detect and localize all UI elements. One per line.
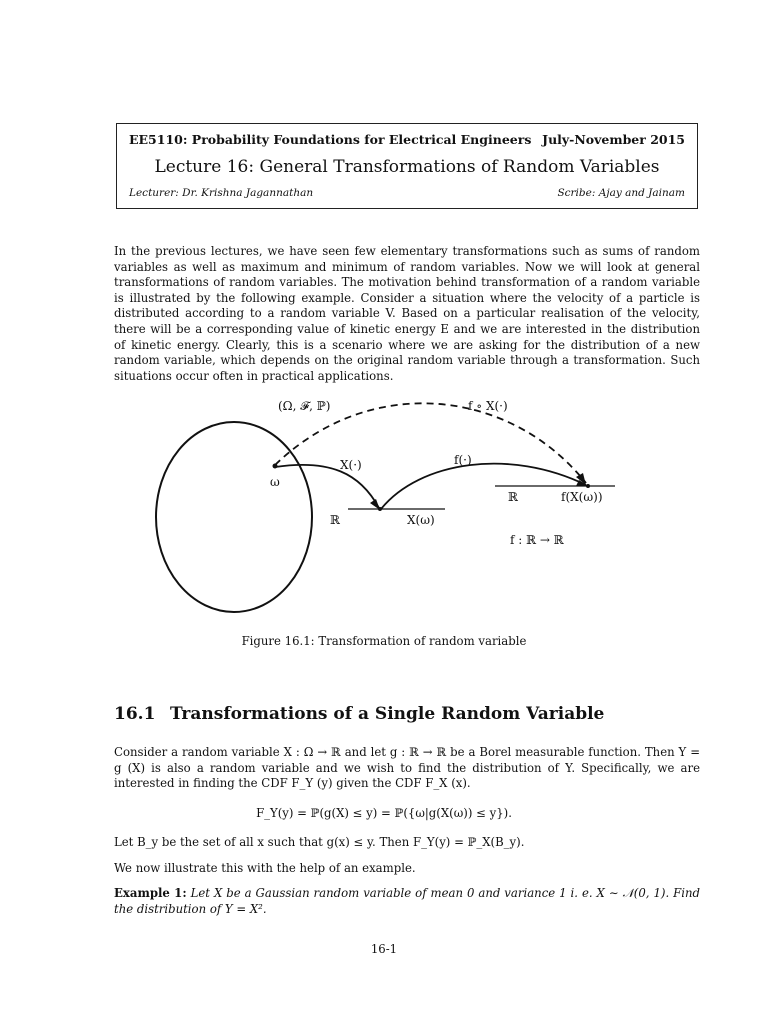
x-map-arrow (275, 465, 379, 508)
lecture-header-box (116, 123, 698, 209)
section-heading (114, 704, 604, 724)
let-paragraph: Let B_y be the set of all x such that g(x) ≤ y. Then F_Y(y) = ℙ_X(B_y). (114, 835, 525, 849)
page-number: 16-1 (370, 942, 398, 956)
intro-paragraph: In the previous lectures, we have seen few elementary transformations such as sums of random variables as well as maximum and minimum of random variables. Now we will look at general transformations of random variables. The motivation behind transformation of a random variable is illustrated by the following example. Consider a situation where the velocity of a particle is distributed according to a random variable V. Based on a particular realisation of the velocity, there will be a corresponding value of kinetic energy E and we are interested in the distribution of kinetic energy. Clearly, this is a scenario where we are asking for the distribution of a new random variable, which depends on the original random variable through a transformation. Such situations occur often in practical applications. (114, 244, 700, 383)
composition-label: f ∘ X(·) (468, 399, 508, 413)
probability-space-label: (Ω, 𝓕, ℙ) (278, 399, 331, 413)
section-number: 16.1 (114, 704, 156, 724)
f-x-omega-point (586, 484, 590, 488)
x-map-label: X(·) (340, 458, 362, 472)
course-name: EE5110: Probability Foundations for Electrical Engineers (129, 132, 532, 147)
composition-arrow-dashed (275, 403, 586, 483)
lecture-title: Lecture 16: General Transformations of Random Variables (154, 157, 660, 177)
example-label: Example 1: (114, 886, 187, 900)
real-line-2-label: ℝ (508, 490, 518, 504)
f-x-omega-label: f(X(ω)) (561, 490, 603, 504)
real-line-1-label: ℝ (330, 513, 340, 527)
cdf-equation: F_Y(y) = ℙ(g(X) ≤ y) = ℙ({ω|g(X(ω)) ≤ y}). (256, 806, 512, 820)
f-map-label: f(·) (454, 453, 472, 467)
omega-label: ω (270, 475, 280, 489)
x-omega-point (378, 507, 382, 511)
lecturer-name: Lecturer: Dr. Krishna Jagannathan (129, 187, 314, 199)
omega-point (273, 464, 278, 469)
f-domain-label: f : ℝ → ℝ (510, 533, 564, 547)
example-text: Let X be a Gaussian random variable of mean 0 and variance 1 i. e. X ∼ 𝒩(0, 1). Find the distribution of Y = X². (114, 886, 700, 916)
course-term: July-November 2015 (542, 132, 685, 147)
section-title-text: Transformations of a Single Random Variable (170, 704, 605, 724)
consider-paragraph: Consider a random variable X : Ω → ℝ and let g : ℝ → ℝ be a Borel measurable function. Then Y = g (X) is also a random variable and we wish to find the distribution of Y. Specifically, we are interested in finding the CDF F_Y (y) given the CDF F_X (x). (114, 745, 700, 791)
sample-space-ellipse (156, 422, 312, 612)
figure-caption: Figure 16.1: Transformation of random variable (241, 634, 527, 648)
illustrate-paragraph: We now illustrate this with the help of an example. (114, 861, 416, 875)
transformation-figure (150, 393, 620, 618)
scribe-names: Scribe: Ajay and Jainam (557, 187, 685, 199)
example-paragraph (114, 886, 700, 917)
x-omega-label: X(ω) (407, 513, 435, 527)
